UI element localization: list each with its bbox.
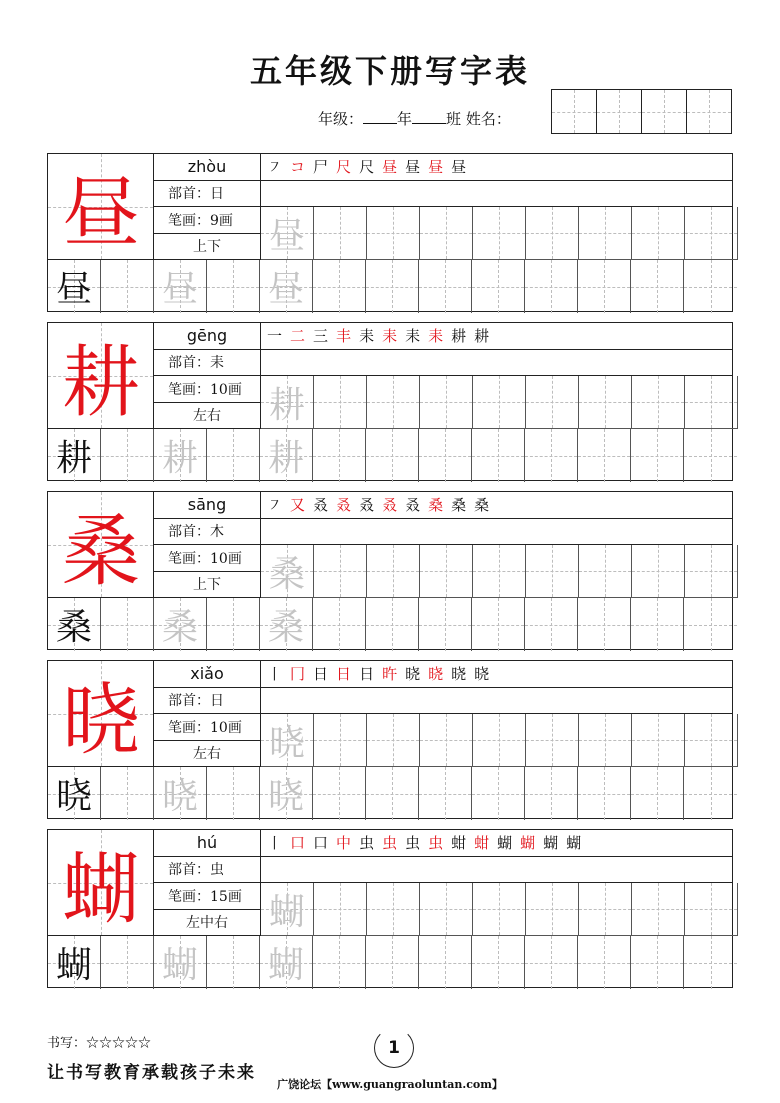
stroke-step: 昼 <box>451 158 467 177</box>
stroke-step: 旿 <box>382 665 398 684</box>
trace-character: 耕 <box>267 438 304 479</box>
stroke-step: 蝴 <box>520 834 536 853</box>
stroke-count: 笔画：10画 <box>154 376 261 403</box>
pinyin: zhòu <box>154 154 261 181</box>
stroke-step: 口 <box>290 834 306 853</box>
stroke-step: 叒 <box>382 496 398 515</box>
practice-cell[interactable] <box>313 767 366 820</box>
practice-cell[interactable] <box>419 936 472 989</box>
trace-character: 桑 <box>268 553 305 595</box>
stroke-count: 笔画：9画 <box>154 207 261 234</box>
practice-cell[interactable] <box>366 598 419 651</box>
practice-cell[interactable] <box>366 767 419 820</box>
stroke-step: 丨 <box>267 834 283 853</box>
practice-cell[interactable] <box>526 545 579 598</box>
practice-cell[interactable] <box>101 260 154 313</box>
stroke-step: 蚶 <box>474 834 490 853</box>
stroke-step: 日 <box>359 665 375 684</box>
practice-cell[interactable] <box>154 598 207 651</box>
practice-cell[interactable] <box>101 598 154 651</box>
model-character-cell <box>48 323 154 429</box>
practice-cell[interactable] <box>367 545 420 598</box>
name-cell[interactable] <box>687 90 731 133</box>
model-character: 昼 <box>61 169 140 259</box>
practice-cell[interactable] <box>578 598 631 651</box>
stroke-step: 冂 <box>290 665 306 684</box>
practice-cell[interactable] <box>631 598 684 651</box>
practice-cell[interactable] <box>260 598 313 651</box>
trace-character: 昼 <box>268 215 305 257</box>
trace-character: 耕 <box>268 384 305 426</box>
stroke-step: 中 <box>336 834 352 853</box>
practice-cell[interactable] <box>525 936 578 989</box>
pinyin: sāng <box>154 492 261 519</box>
example-character: 晓 <box>55 776 92 817</box>
stroke-step: 虫 <box>382 834 398 853</box>
practice-cell[interactable] <box>48 260 101 313</box>
stroke-step: 蝴 <box>543 834 559 853</box>
stroke-step: 晓 <box>405 665 421 684</box>
stroke-order <box>261 830 732 857</box>
trace-character: 桑 <box>267 607 304 648</box>
stroke-step: 二 <box>290 327 306 346</box>
practice-cell[interactable] <box>367 376 420 429</box>
model-character-cell <box>48 830 154 936</box>
practice-cell[interactable] <box>313 260 366 313</box>
name-label: 姓名： <box>465 110 511 128</box>
practice-cell[interactable] <box>684 429 737 482</box>
practice-cell[interactable] <box>260 260 313 313</box>
pinyin: xiǎo <box>154 661 261 688</box>
practice-cell[interactable] <box>525 598 578 651</box>
radical: 部首：木 <box>154 519 261 546</box>
blank-row <box>261 519 732 546</box>
stroke-step: 虫 <box>359 834 375 853</box>
radical: 部首：虫 <box>154 857 261 884</box>
practice-cell[interactable] <box>526 376 579 429</box>
example-character: 耕 <box>55 438 92 479</box>
practice-cell[interactable] <box>314 207 367 260</box>
stroke-step: 晓 <box>428 665 444 684</box>
practice-cell[interactable] <box>684 767 737 820</box>
practice-cell[interactable] <box>632 376 685 429</box>
stroke-step: 耕 <box>451 327 467 346</box>
blank-row <box>261 688 732 715</box>
stroke-step: 尺 <box>359 158 375 177</box>
practice-cell[interactable] <box>525 260 578 313</box>
radical: 部首：日 <box>154 181 261 208</box>
practice-cell[interactable] <box>366 260 419 313</box>
practice-cell[interactable] <box>366 429 419 482</box>
practice-cell[interactable] <box>261 545 314 598</box>
practice-cell[interactable] <box>685 376 738 429</box>
trace-character: 晓 <box>267 776 304 817</box>
practice-cell[interactable] <box>472 260 525 313</box>
blank-row <box>261 857 732 884</box>
practice-cell[interactable] <box>207 598 260 651</box>
practice-cell[interactable] <box>154 429 207 482</box>
radical: 部首：耒 <box>154 350 261 377</box>
practice-cell[interactable] <box>207 429 260 482</box>
practice-cell[interactable] <box>314 545 367 598</box>
stroke-step: 叒 <box>336 496 352 515</box>
class-suffix: 班 <box>446 110 462 128</box>
site-credit: 广饶论坛【www.guangraoluntan.com】 <box>277 1078 503 1091</box>
stroke-step: ㇇ <box>267 496 283 515</box>
practice-cell[interactable] <box>420 207 473 260</box>
practice-cell[interactable] <box>207 936 260 989</box>
character-block <box>47 660 733 819</box>
example-character: 昼 <box>55 269 92 310</box>
radical: 部首：日 <box>154 688 261 715</box>
practice-cell[interactable] <box>525 429 578 482</box>
practice-cell[interactable] <box>366 936 419 989</box>
practice-cell[interactable] <box>313 936 366 989</box>
stroke-step: 日 <box>336 665 352 684</box>
practice-cell[interactable] <box>419 429 472 482</box>
stroke-step: 昼 <box>428 158 444 177</box>
practice-cell[interactable] <box>367 207 420 260</box>
name-grid[interactable] <box>551 89 732 134</box>
practice-cell[interactable] <box>48 429 101 482</box>
page-number: 1 <box>374 1028 414 1068</box>
example-character: 桑 <box>55 607 92 648</box>
practice-cell[interactable] <box>579 376 632 429</box>
blank-row <box>261 181 732 208</box>
stroke-order <box>261 323 732 350</box>
model-character: 蝴 <box>61 845 140 935</box>
stroke-step: 晓 <box>451 665 467 684</box>
structure: 左右 <box>154 403 261 430</box>
practice-cell[interactable] <box>473 714 526 767</box>
trace-character: 耕 <box>161 438 198 479</box>
practice-cell[interactable] <box>472 429 525 482</box>
stroke-step: 蝴 <box>497 834 513 853</box>
model-character: 耕 <box>61 338 140 428</box>
practice-cell[interactable] <box>420 883 473 936</box>
stroke-step: 晓 <box>474 665 490 684</box>
stroke-step: 蝴 <box>566 834 582 853</box>
model-character: 晓 <box>61 676 140 766</box>
structure: 左中右 <box>154 910 261 937</box>
stroke-step: 耒 <box>382 327 398 346</box>
stroke-step: 丨 <box>267 665 283 684</box>
stroke-step: 一 <box>267 327 283 346</box>
stroke-step: 叒 <box>405 496 421 515</box>
practice-cell[interactable] <box>631 260 684 313</box>
class-blank[interactable] <box>412 110 446 124</box>
practice-cell[interactable] <box>473 207 526 260</box>
practice-cell[interactable] <box>632 714 685 767</box>
stroke-step: 耕 <box>474 327 490 346</box>
practice-cell[interactable] <box>685 883 738 936</box>
practice-cell[interactable] <box>579 207 632 260</box>
trace-character: 蝴 <box>267 945 304 986</box>
year-suffix: 年 <box>397 110 413 128</box>
stroke-order <box>261 661 732 688</box>
pinyin: gēng <box>154 323 261 350</box>
practice-cell[interactable] <box>313 429 366 482</box>
practice-cell[interactable] <box>154 767 207 820</box>
practice-cell[interactable] <box>207 260 260 313</box>
practice-cell[interactable] <box>473 376 526 429</box>
practice-cell[interactable] <box>261 883 314 936</box>
practice-cell[interactable] <box>154 936 207 989</box>
practice-cell[interactable] <box>472 767 525 820</box>
practice-cell[interactable] <box>101 936 154 989</box>
practice-cell[interactable] <box>473 545 526 598</box>
practice-cell[interactable] <box>684 598 737 651</box>
model-character-cell <box>48 492 154 598</box>
stroke-step: 尸 <box>313 158 329 177</box>
practice-cell[interactable] <box>631 936 684 989</box>
stroke-count: 笔画：10画 <box>154 714 261 741</box>
practice-cell[interactable] <box>420 545 473 598</box>
practice-cell[interactable] <box>472 598 525 651</box>
stroke-step: 日 <box>313 665 329 684</box>
practice-cell[interactable] <box>632 207 685 260</box>
stroke-step: 丰 <box>336 327 352 346</box>
pinyin: hú <box>154 830 261 857</box>
stroke-step: 耒 <box>359 327 375 346</box>
practice-cell[interactable] <box>631 767 684 820</box>
practice-cell[interactable] <box>684 936 737 989</box>
practice-cell[interactable] <box>367 883 420 936</box>
model-character: 桑 <box>61 507 140 597</box>
practice-cell[interactable] <box>685 545 738 598</box>
name-cell[interactable] <box>552 90 597 133</box>
rating-line: 书写：☆☆☆☆☆ <box>47 1036 152 1051</box>
practice-cell[interactable] <box>685 714 738 767</box>
practice-cell[interactable] <box>526 207 579 260</box>
practice-cell[interactable] <box>101 767 154 820</box>
practice-cell[interactable] <box>260 767 313 820</box>
trace-character: 昼 <box>267 269 304 310</box>
example-character: 蝴 <box>55 945 92 986</box>
name-cell[interactable] <box>597 90 642 133</box>
practice-cell[interactable] <box>578 767 631 820</box>
practice-cell[interactable] <box>472 936 525 989</box>
stroke-step: 桑 <box>428 496 444 515</box>
trace-character: 蝴 <box>268 891 305 933</box>
practice-cell[interactable] <box>579 545 632 598</box>
stroke-count: 笔画：10画 <box>154 545 261 572</box>
character-block <box>47 829 733 988</box>
practice-cell[interactable] <box>578 260 631 313</box>
practice-cell[interactable] <box>313 598 366 651</box>
page-title: 五年级下册写字表 <box>249 52 530 90</box>
practice-cell[interactable] <box>101 429 154 482</box>
trace-character: 桑 <box>161 607 198 648</box>
stroke-order <box>261 154 732 181</box>
character-block <box>47 491 733 650</box>
grade-label: 年级： <box>318 110 364 128</box>
stroke-step: 耒 <box>428 327 444 346</box>
practice-cell[interactable] <box>154 260 207 313</box>
stroke-step: 蚶 <box>451 834 467 853</box>
practice-cell[interactable] <box>419 260 472 313</box>
model-character-cell <box>48 661 154 767</box>
structure: 左右 <box>154 741 261 768</box>
practice-cell[interactable] <box>420 714 473 767</box>
trace-character: 晓 <box>161 776 198 817</box>
stroke-step: 尺 <box>336 158 352 177</box>
practice-cell[interactable] <box>207 767 260 820</box>
practice-cell[interactable] <box>525 767 578 820</box>
stroke-step: 叒 <box>313 496 329 515</box>
stroke-step: 虫 <box>428 834 444 853</box>
practice-cell[interactable] <box>367 714 420 767</box>
trace-character: 蝴 <box>161 945 198 986</box>
model-character-cell <box>48 154 154 260</box>
stroke-step: 耒 <box>405 327 421 346</box>
character-block <box>47 153 733 312</box>
practice-cell[interactable] <box>48 936 101 989</box>
practice-cell[interactable] <box>579 883 632 936</box>
practice-cell[interactable] <box>260 936 313 989</box>
stroke-step: 口 <box>313 834 329 853</box>
stroke-step: 昼 <box>382 158 398 177</box>
grade-blank[interactable] <box>363 110 397 124</box>
stroke-count: 笔画：15画 <box>154 883 261 910</box>
practice-cell[interactable] <box>48 598 101 651</box>
practice-cell[interactable] <box>684 260 737 313</box>
practice-cell[interactable] <box>419 598 472 651</box>
practice-cell[interactable] <box>260 429 313 482</box>
trace-character: 晓 <box>268 722 305 764</box>
practice-cell[interactable] <box>314 714 367 767</box>
practice-cell[interactable] <box>261 376 314 429</box>
practice-cell[interactable] <box>314 883 367 936</box>
practice-cell[interactable] <box>578 429 631 482</box>
stroke-step: ㇇ <box>267 158 283 177</box>
student-info-line <box>318 108 511 129</box>
practice-cell[interactable] <box>261 714 314 767</box>
character-block <box>47 322 733 481</box>
structure: 上下 <box>154 234 261 261</box>
stroke-step: コ <box>290 158 306 177</box>
stroke-step: 虫 <box>405 834 421 853</box>
practice-cell[interactable] <box>631 429 684 482</box>
name-cell[interactable] <box>642 90 687 133</box>
practice-cell[interactable] <box>419 767 472 820</box>
practice-cell[interactable] <box>473 883 526 936</box>
practice-cell[interactable] <box>48 767 101 820</box>
blank-row <box>261 350 732 377</box>
stroke-step: 又 <box>290 496 306 515</box>
practice-cell[interactable] <box>578 936 631 989</box>
practice-cell[interactable] <box>632 883 685 936</box>
practice-cell[interactable] <box>420 376 473 429</box>
stroke-step: 桑 <box>451 496 467 515</box>
stroke-order <box>261 492 732 519</box>
stroke-step: 三 <box>313 327 329 346</box>
practice-cell[interactable] <box>314 376 367 429</box>
stroke-step: 桑 <box>474 496 490 515</box>
structure: 上下 <box>154 572 261 599</box>
practice-cell[interactable] <box>526 883 579 936</box>
stroke-step: 叒 <box>359 496 375 515</box>
stroke-step: 昼 <box>405 158 421 177</box>
trace-character: 昼 <box>161 269 198 310</box>
practice-cell[interactable] <box>261 207 314 260</box>
practice-cell[interactable] <box>579 714 632 767</box>
practice-cell[interactable] <box>632 545 685 598</box>
slogan: 让书写教育承载孩子未来 <box>47 1063 256 1083</box>
practice-cell[interactable] <box>685 207 738 260</box>
practice-cell[interactable] <box>526 714 579 767</box>
